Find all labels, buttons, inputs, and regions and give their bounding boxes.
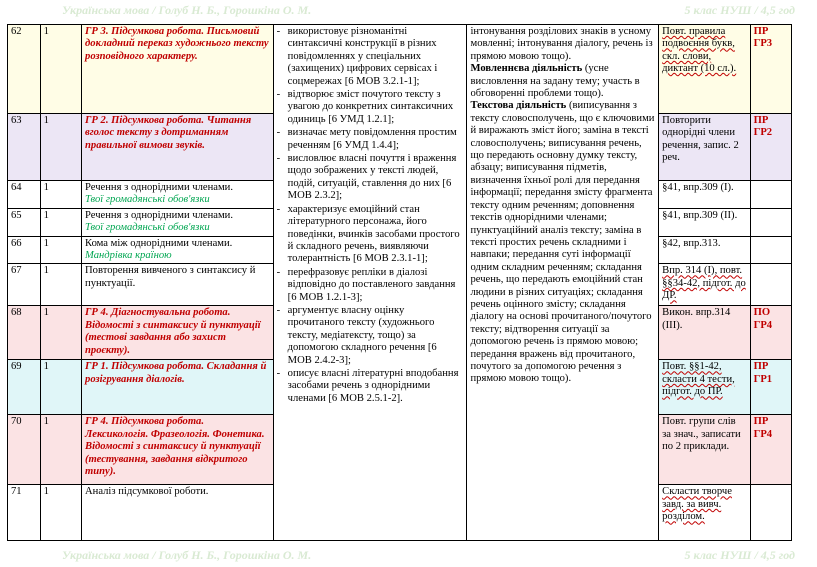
activities-intro: інтонування розділових знаків в усному мовленні; інтонування діалогу, речень із прямою мовою тощо). [470,26,653,62]
lesson-number: 71 [8,485,41,541]
footer-left: Українська мова / Голуб Н. Б., Горошкіна О. М. [62,548,312,562]
lesson-number: 63 [8,114,41,181]
text-activity-text: (виписування з тексту словосполучень, що є ключовими й виражають зміст його; заміна в тексті словосполучень; виписування речень, що передають основну думку тексту, абзацу; виписування підметів, визначення їхньої ролі для передання інформації; передання змісту фрагмента тексту одним реченням; доповнення текстів однорідними членами; пунктуаційний аналіз тексту; заміна в тексті простих речень складними і навпаки; передання суті інформації одним складним реченням; складання речень, що передають емоційний стан людини в різних ситуаціях; складання речень оцінного змісту; складання діалогу на основі прочитаного/почутого тексту; відтворення ситуації за допомогою речень із прямою мовою; передання вражень від прочитаного, почутого за допомогою речення з прямою мовою тощо). [470,100,655,385]
lesson-tag [750,236,791,264]
homework: §41, впр.309 (ІІ). [659,208,750,236]
homework: Повт. §§1-42, скласти 4 тести, підгот. до ПР. [659,360,750,415]
lesson-hours: 1 [40,485,81,541]
lesson-number: 66 [8,236,41,264]
lesson-hours: 1 [40,236,81,264]
footer-right: 5 клас НУШ / 4,5 год [684,548,795,562]
tag-group: ГР4 [753,428,773,440]
homework: Повт. правила подвоєння букв, скл. слови, диктант (10 сл.). [659,25,750,114]
lesson-number: 69 [8,360,41,415]
speech-activity-title: Мовленнєва діяльність [470,63,583,75]
lesson-tag [750,208,791,236]
lesson-number: 65 [8,208,41,236]
header-left: Українська мова / Голуб Н. Б., Горошкіна О. М. [62,3,312,17]
lesson-hours: 1 [40,25,81,114]
tag-group: ГР4 [753,319,773,331]
topic-note: Мандрівка країною [85,250,172,262]
result-item: - перефразовує репліки в діалозі відповідно до поставленого завдання [6 МОВ 1.2.1-3]; [277,267,464,304]
lesson-tag [750,360,791,415]
tag-type: ПР [753,361,769,373]
lesson-hours: 1 [40,360,81,415]
lesson-hours: 1 [40,181,81,209]
lesson-number: 70 [8,415,41,485]
homework: §41, впр.309 (І). [659,181,750,209]
topic-note: Твої громадянські обов'язки [85,222,210,234]
result-item: - визначає мету повідомлення простим реченням [6 УМД 1.4.4]; [277,127,464,152]
lesson-topic: Кома між однорідними членами. Мандрівка країною [82,236,274,264]
tag-type: ПР [753,26,769,37]
lesson-hours: 1 [40,114,81,181]
lesson-tag [750,114,791,181]
learning-results-cell [273,25,467,541]
lesson-topic: Аналіз підсумкової роботи. [82,485,274,541]
lesson-tag [750,415,791,485]
homework: Впр. 314 (І), повт. §§34-42, підгот. до ДР. [659,264,750,306]
lesson-number: 67 [8,264,41,306]
speech-activity-text: (усне висловлення на задану тему; участь в обговоренні проблеми тощо). [470,63,640,100]
homework: Скласти творче завд. за вивч. розділом. [659,485,750,541]
lesson-tag [750,25,791,114]
table-row [8,25,792,114]
tag-type: ПР [753,416,769,428]
result-item: - відтворює зміст почутого тексту з увагою до конкретних синтаксичних одиниць [6 УМД 1.2.1]; [277,89,464,126]
lesson-topic: Речення з однорідними членами. Твої громадянські обов'язки [82,181,274,209]
result-item: - описує власні літературні вподобання засобами речень з однорідними членами [6 МОВ 2.5.1-2]. [277,368,464,405]
activities-cell [467,25,659,541]
result-item: - аргументує власну оцінку прочитаного тексту (художнього тексту, медіатексту, тощо) за допомогою складного речення [6 МОВ 2.4.2-3]; [277,305,464,367]
lesson-hours: 1 [40,415,81,485]
lesson-topic: ГР 3. Підсумкова робота. Письмовий докладний переказ художнього тексту розповідного характеру. [82,25,274,114]
page-footer [0,545,817,565]
result-item: - характеризує емоційний стан літературного персонажа, його поведінки, вчинків засобами простого й складного речень, виявляючи толерантність [6 МОВ 2.3.1-1]; [277,204,464,266]
learning-results-list [277,26,464,405]
header-right: 5 клас НУШ / 4,5 год [684,3,795,17]
lesson-topic: ГР 1. Підсумкова робота. Складання й розігрування діалогів. [82,360,274,415]
lesson-topic: ГР 4. Діагностувальна робота. Відомості з синтаксису й пунктуації (тестові завдання або захист проєкту). [82,306,274,360]
lesson-topic: Повторення вивченого з синтаксису й пунктуації. [82,264,274,306]
result-item: - висловлює власні почуття і враження щодо зображених у тексті людей, подій, ситуацій, ставлення до них [6 МОВ 2.3.2]; [277,153,464,203]
homework: §42, впр.313. [659,236,750,264]
lesson-number: 64 [8,181,41,209]
lesson-hours: 1 [40,208,81,236]
lesson-tag [750,181,791,209]
lesson-tag [750,264,791,306]
tag-type: ПО [753,307,771,319]
tag-type: ПР [753,115,769,126]
page-header [0,0,817,20]
lesson-topic: ГР 2. Підсумкова робота. Читання вголос тексту з дотриманням правильної вимови звуків. [82,114,274,181]
text-activity-title: Текстова діяльність [470,100,567,112]
homework: Повт. групи слів за знач., записати по 2 приклади. [659,415,750,485]
lesson-topic: ГР 4. Підсумкова робота. Лексикологія. Фразеологія. Фонетика. Відомості з синтаксису й пунктуації (тестування, завдання відкритого типу). [82,415,274,485]
lesson-tag [750,485,791,541]
homework: Викон. впр.314 (ІІІ). [659,306,750,360]
lesson-plan-table [7,24,792,541]
tag-group: ГР3 [753,38,773,50]
topic-note: Твої громадянські обов'язки [85,194,210,206]
lesson-hours: 1 [40,264,81,306]
lesson-hours: 1 [40,306,81,360]
lesson-number: 62 [8,25,41,114]
tag-group: ГР1 [753,373,773,385]
homework: Повторити однорідні члени речення, запис. 2 реч. [659,114,750,181]
lesson-tag [750,306,791,360]
lesson-number: 68 [8,306,41,360]
lesson-topic: Речення з однорідними членами. Твої громадянські обов'язки [82,208,274,236]
result-item: - використовує різноманітні синтаксичні конструкції в різних повідомленнях у спеціальних (захищених) цифрових сервісах і соцмережах [6 МОВ 3.2.1-1]; [277,26,464,88]
tag-group: ГР2 [753,127,773,139]
